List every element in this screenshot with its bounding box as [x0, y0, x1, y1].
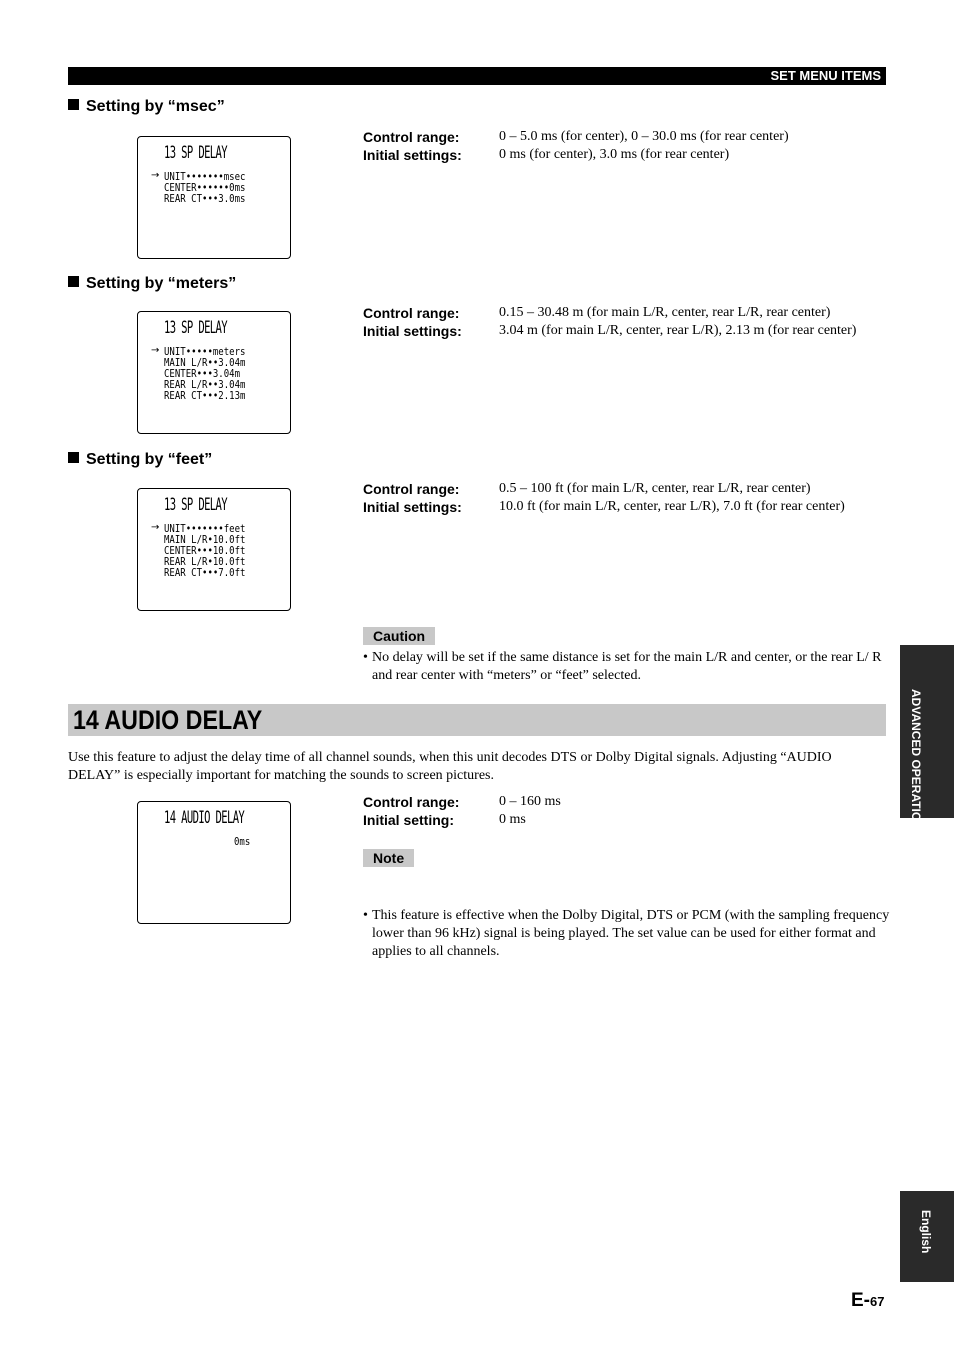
section-heading-msec	[68, 97, 225, 117]
section-heading-meters	[68, 274, 236, 294]
control-range-value: 0.15 – 30.48 m (for main L/R, center, rear L/R, rear center)	[499, 305, 831, 320]
side-tab-language	[900, 1191, 954, 1282]
lcd-lines: UNIT•••••meters MAIN L/R••3.04m CENTER•••3.04m REAR L/R••3.04m REAR CT•••2.13m	[164, 345, 246, 402]
initial-settings-value: 3.04 m (for main L/R, center, rear L/R), 2.13 m (for rear center)	[499, 323, 857, 338]
bullet: •	[363, 650, 368, 665]
side-tab-language-label: English	[919, 1210, 933, 1254]
control-range-value: 0.5 – 100 ft (for main L/R, center, rear L/R, rear center)	[499, 481, 811, 496]
lcd-lines: UNIT•••••••feet MAIN L/R•10.0ft CENTER•••10.0ft REAR L/R•10.0ft REAR CT•••7.0ft	[164, 522, 246, 579]
lcd-lines: UNIT•••••••msec CENTER••••••0ms REAR CT•••3.0ms	[164, 170, 246, 205]
note-text	[363, 907, 895, 961]
cursor-arrow-icon: →	[151, 170, 160, 181]
heading-text: Setting by “msec”	[86, 98, 225, 115]
caution-text	[363, 649, 895, 685]
initial-settings-label: Initial settings:	[363, 147, 462, 163]
side-tab-section	[900, 645, 954, 830]
control-range-label: Control range:	[363, 481, 460, 497]
page-digits: 67	[870, 1294, 885, 1309]
control-range-label: Control range:	[363, 305, 460, 321]
section-title: 14 AUDIO DELAY	[73, 705, 263, 735]
initial-settings-value: 10.0 ft (for main L/R, center, rear L/R), 7.0 ft (for rear center)	[499, 499, 845, 514]
running-header: SET MENU ITEMS	[770, 68, 881, 83]
header-bar	[68, 67, 886, 85]
note-body: This feature is effective when the Dolby Digital, DTS or PCM (with the sampling frequency lower than 96 kHz) signal is being played. The set value can be used for either format and applies to all channels.	[372, 908, 890, 959]
control-range-label: Control range:	[363, 129, 460, 145]
lcd-title: 13 SP DELAY	[164, 143, 227, 163]
initial-settings-value: 0 ms (for center), 3.0 ms (for rear center)	[499, 147, 730, 162]
note-label: Note	[363, 849, 414, 867]
control-range-value: 0 – 5.0 ms (for center), 0 – 30.0 ms (for rear center)	[499, 129, 789, 144]
bullet: •	[363, 908, 368, 923]
caution-label: Caution	[363, 627, 435, 645]
square-bullet-icon	[68, 99, 79, 110]
section-heading-feet	[68, 450, 212, 470]
initial-settings-label: Initial settings:	[363, 499, 462, 515]
lcd-title: 13 SP DELAY	[164, 495, 227, 515]
page-prefix: E-	[851, 1290, 870, 1311]
lcd-value: 0ms	[234, 835, 251, 848]
control-range-label: Control range:	[363, 794, 460, 810]
cursor-arrow-icon: →	[151, 345, 160, 356]
lcd-title: 13 SP DELAY	[164, 318, 227, 338]
control-range-value: 0 – 160 ms	[499, 794, 561, 809]
lcd-title: 14 AUDIO DELAY	[164, 808, 245, 828]
caution-body: No delay will be set if the same distance is set for the main L/R and center, or the rear L/ R and rear center with “meters” or “feet” selected.	[372, 650, 882, 683]
lcd-display-audio-delay	[137, 801, 291, 924]
initial-setting-label: Initial setting:	[363, 812, 454, 828]
side-tab-label: ADVANCED OPERATION	[909, 689, 923, 830]
audio-delay-intro: Use this feature to adjust the delay time of all channel sounds, when this unit decodes DTS or Dolby Digital signals. Adjusting “AUDIO DELAY” is especially important for matching the sounds to screen pictures.	[68, 750, 832, 783]
initial-settings-label: Initial settings:	[363, 323, 462, 339]
cursor-arrow-icon: →	[151, 522, 160, 533]
heading-text: Setting by “meters”	[86, 275, 237, 292]
lcd-display-meters	[137, 311, 291, 434]
square-bullet-icon	[68, 452, 79, 463]
lcd-display-msec	[137, 136, 291, 259]
section-banner	[68, 704, 886, 736]
lcd-display-feet	[137, 488, 291, 611]
square-bullet-icon	[68, 276, 79, 287]
page-number	[851, 1290, 884, 1312]
heading-text: Setting by “feet”	[86, 451, 213, 468]
initial-setting-value: 0 ms	[499, 812, 526, 827]
